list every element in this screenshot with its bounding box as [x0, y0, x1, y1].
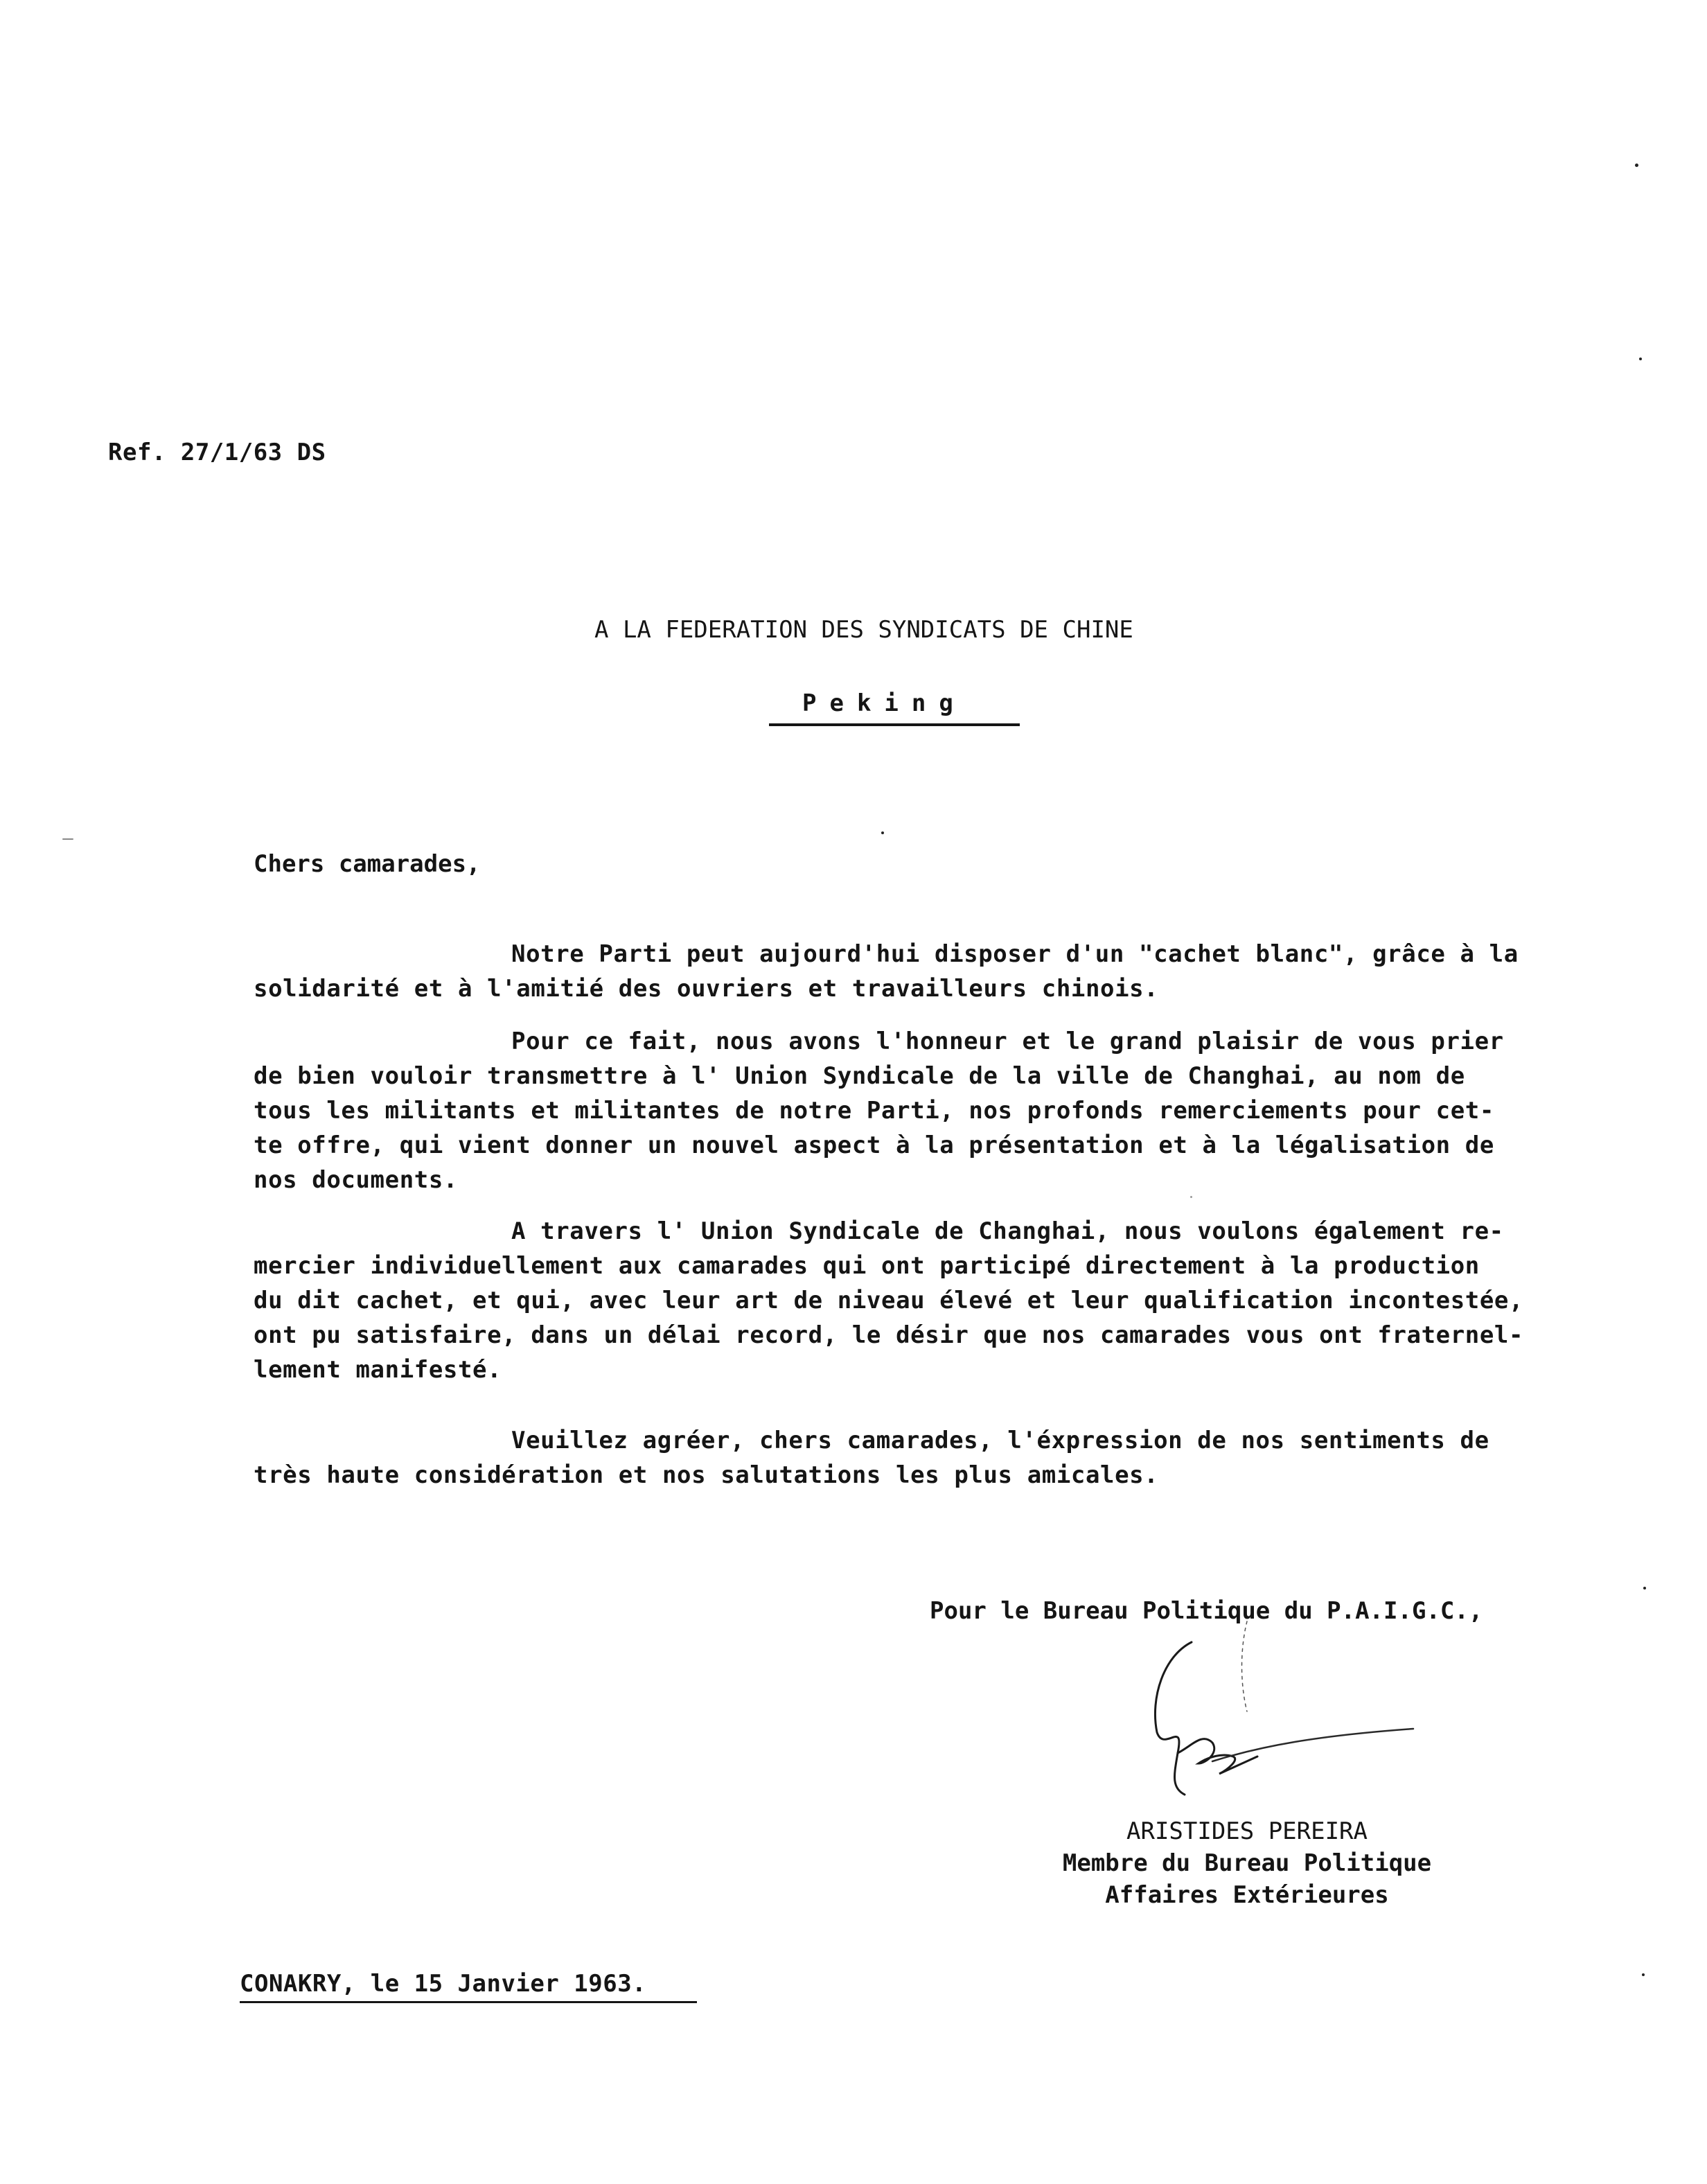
scan-speck	[1642, 1973, 1645, 1976]
salutation: Chers camarades,	[254, 850, 481, 878]
signatory-name: ARISTIDES PEREIRA	[1126, 1817, 1368, 1845]
signatory-department: Affaires Extérieures	[1105, 1881, 1389, 1909]
body-paragraph	[254, 1423, 1639, 1492]
body-paragraph	[254, 937, 1639, 1006]
paragraph-line: A travers l' Union Syndicale de Changhai, nous voulons également re-	[511, 1217, 1504, 1245]
paragraph-line: de bien vouloir transmettre à l' Union Syndicale de la ville de Changhai, au nom de	[254, 1062, 1465, 1090]
body-paragraph	[254, 1214, 1639, 1387]
paragraph-line: Notre Parti peut aujourd'hui disposer d'un "cachet blanc", grâce à la	[511, 940, 1519, 968]
paragraph-line: tous les militants et militantes de notre Parti, nos profonds remerciements pour cet-	[254, 1097, 1494, 1125]
paragraph-line: ont pu satisfaire, dans un délai record, le désir que nos camarades vous ont fraternel-	[254, 1321, 1524, 1349]
place-and-date: CONAKRY, le 15 Janvier 1963.	[240, 1970, 647, 1998]
scan-speck	[1190, 1196, 1192, 1198]
handwritten-signature	[1136, 1614, 1427, 1822]
closing-line: Pour le Bureau Politique du P.A.I.G.C.,	[930, 1597, 1483, 1625]
scan-speck	[881, 831, 884, 834]
addressee: A LA FEDERATION DES SYNDICATS DE CHINE	[594, 616, 1133, 644]
paragraph-line: Pour ce fait, nous avons l'honneur et le grand plaisir de vous prier	[511, 1028, 1504, 1055]
city-underline	[769, 723, 1020, 726]
scan-speck	[1635, 164, 1638, 167]
signature-block	[970, 1815, 1524, 1911]
paragraph-line: du dit cachet, et qui, avec leur art de niveau élevé et leur qualification incontestée,	[254, 1287, 1524, 1314]
paragraph-line: solidarité et à l'amitié des ouvriers et travailleurs chinois.	[254, 975, 1159, 1003]
scan-speck	[1643, 1587, 1646, 1589]
paragraph-line: mercier individuellement aux camarades qui ont participé directement à la production	[254, 1252, 1480, 1280]
body-paragraph	[254, 1024, 1639, 1197]
signatory-title: Membre du Bureau Politique	[1062, 1849, 1432, 1877]
addressee-city: Peking	[802, 689, 966, 717]
reference-number: Ref. 27/1/63 DS	[108, 439, 326, 466]
paragraph-line: très haute considération et nos salutations les plus amicales.	[254, 1461, 1159, 1489]
scan-speck	[1639, 358, 1642, 360]
paragraph-line: nos documents.	[254, 1166, 458, 1194]
scan-speck	[62, 838, 73, 840]
paragraph-line: Veuillez agréer, chers camarades, l'éxpression de nos sentiments de	[511, 1427, 1489, 1454]
paragraph-line: lement manifesté.	[254, 1356, 502, 1384]
paragraph-line: te offre, qui vient donner un nouvel aspect à la présentation et à la légalisation de	[254, 1131, 1494, 1159]
date-underline	[240, 2001, 697, 2003]
